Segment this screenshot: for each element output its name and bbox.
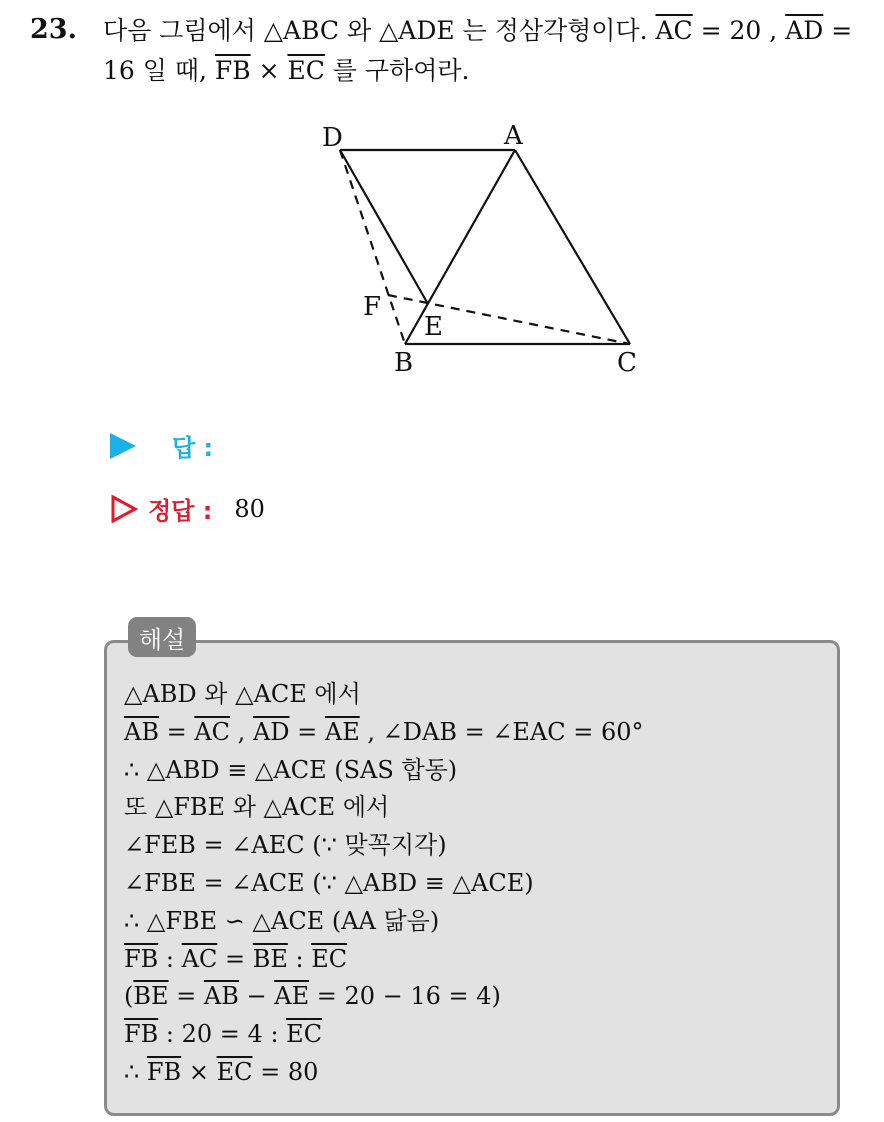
segment-symbol: $\overline{FB}$ bbox=[124, 944, 159, 973]
play-triangle-icon bbox=[110, 433, 136, 459]
solution-line bbox=[124, 903, 644, 941]
text-run: = bbox=[823, 16, 853, 45]
solution-line bbox=[124, 865, 644, 903]
text-run: ∠FBE = ∠ACE (∵ △ABD ≡ △ACE) bbox=[124, 868, 534, 897]
segment-symbol: $\overline{EC}$ bbox=[286, 1020, 323, 1049]
text-run: ∠FEB = ∠AEC (∵ 맞꼭지각) bbox=[124, 831, 447, 860]
text-run: = 80 bbox=[252, 1057, 319, 1086]
segment-symbol: $\overline{AB}$ bbox=[124, 717, 159, 746]
segment-symbol: $\overline{AD}$ bbox=[785, 16, 824, 45]
text-run: 다음 그림에서 △ABC 와 △ADE 는 정삼각형이다. bbox=[103, 16, 656, 45]
label-c: C bbox=[617, 348, 637, 378]
segment-symbol: $\overline{EC}$ bbox=[311, 944, 348, 973]
label-d: D bbox=[322, 123, 343, 153]
segment-symbol: $\overline{AC}$ bbox=[181, 944, 218, 973]
text-run: , bbox=[230, 717, 253, 746]
text-run: = bbox=[168, 982, 204, 1011]
text-run: : bbox=[287, 944, 312, 973]
segment-de bbox=[340, 150, 428, 304]
segment-symbol: $\overline{AC}$ bbox=[194, 717, 231, 746]
text-run: △ABD 와 △ACE 에서 bbox=[124, 680, 361, 708]
segment-symbol: $\overline{AB}$ bbox=[203, 982, 239, 1011]
segment-symbol: $\overline{BE}$ bbox=[133, 982, 169, 1011]
question-line-2 bbox=[103, 56, 469, 86]
correct-answer-value: 80 bbox=[234, 494, 265, 523]
segment-symbol: $\overline{AE}$ bbox=[324, 717, 360, 746]
label-f: F bbox=[363, 292, 382, 322]
text-run: × bbox=[181, 1057, 217, 1086]
solution-line bbox=[124, 1054, 644, 1092]
solution-line bbox=[124, 941, 644, 979]
solution-lines bbox=[124, 676, 644, 1092]
text-run: 또 △FBE 와 △ACE 에서 bbox=[124, 793, 390, 822]
text-run: 를 구하여라. bbox=[324, 56, 470, 85]
segment-ab bbox=[405, 150, 515, 344]
answer-row bbox=[110, 428, 213, 463]
text-run: = 20 , bbox=[692, 16, 786, 45]
outline-triangle-icon bbox=[110, 495, 138, 523]
solution-line bbox=[124, 676, 644, 714]
text-run: × bbox=[250, 56, 288, 85]
segment-symbol: $\overline{EC}$ bbox=[216, 1057, 253, 1086]
text-run: : 20 = 4 : bbox=[158, 1020, 287, 1049]
text-run: ( bbox=[124, 982, 134, 1011]
correct-answer-label: 정답 : bbox=[148, 497, 213, 525]
solution-line bbox=[124, 1016, 644, 1054]
correct-answer-row bbox=[110, 491, 265, 526]
text-run: ∴ bbox=[124, 1057, 147, 1086]
solution-line bbox=[124, 752, 644, 790]
geometry-figure bbox=[300, 112, 660, 386]
solution-tab: 해설 bbox=[128, 617, 196, 657]
text-run: : bbox=[158, 944, 182, 973]
segment-ac bbox=[515, 150, 630, 344]
question-line-1 bbox=[103, 16, 852, 46]
segment-symbol: $\overline{FB}$ bbox=[146, 1057, 182, 1086]
segment-symbol: $\overline{AD}$ bbox=[252, 717, 290, 746]
segment-symbol: $\overline{EC}$ bbox=[287, 56, 325, 85]
text-run: , ∠DAB = ∠EAC = 60° bbox=[359, 717, 644, 746]
solution-line bbox=[124, 714, 644, 752]
text-run: − bbox=[238, 982, 275, 1011]
text-run: = bbox=[289, 717, 325, 746]
segment-symbol: $\overline{AE}$ bbox=[274, 982, 310, 1011]
segment-symbol: $\overline{AC}$ bbox=[655, 16, 693, 45]
solution-line bbox=[124, 978, 644, 1016]
text-run: = bbox=[158, 717, 195, 746]
text-run: = 20 − 16 = 4) bbox=[309, 982, 501, 1011]
text-run: = bbox=[217, 944, 253, 973]
text-run: 16 일 때, bbox=[103, 56, 215, 85]
label-b: B bbox=[394, 348, 414, 378]
text-run: ∴ △ABD ≡ △ACE (SAS 합동) bbox=[124, 755, 458, 784]
label-e: E bbox=[424, 312, 443, 342]
solution-line bbox=[124, 827, 644, 865]
segment-symbol: $\overline{FB}$ bbox=[124, 1020, 159, 1049]
text-run: ∴ △FBE ∽ △ACE (AA 닮음) bbox=[124, 906, 440, 935]
segment-symbol: $\overline{FB}$ bbox=[214, 56, 251, 85]
question-number: 23. bbox=[30, 14, 77, 45]
answer-label: 답 : bbox=[172, 434, 214, 462]
label-a: A bbox=[504, 121, 523, 151]
solution-line bbox=[124, 789, 644, 827]
segment-symbol: $\overline{BE}$ bbox=[252, 944, 288, 973]
